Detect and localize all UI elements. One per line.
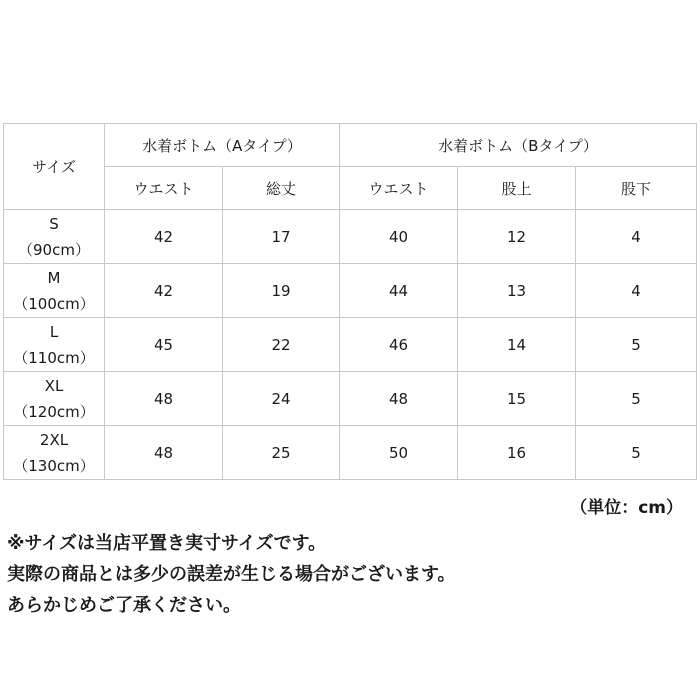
value-cell: 13 [458, 264, 576, 318]
column-header: ウエスト [105, 167, 223, 210]
note-line: 実際の商品とは多少の誤差が生じる場合がございます。 [7, 564, 456, 585]
size-cell [4, 318, 105, 372]
value-cell: 42 [105, 210, 223, 264]
size-name: M [47, 268, 61, 287]
table-row [4, 426, 697, 480]
value-cell: 4 [576, 264, 697, 318]
column-header: ウエスト [340, 167, 458, 210]
group-header-a: 水着ボトム（Aタイプ） [105, 124, 340, 167]
table-row [4, 318, 697, 372]
size-height: （90cm） [18, 240, 90, 259]
table-row [4, 264, 697, 318]
value-cell: 5 [576, 318, 697, 372]
size-name: 2XL [39, 430, 69, 449]
value-cell: 15 [458, 372, 576, 426]
value-cell: 4 [576, 210, 697, 264]
group-header-b: 水着ボトム（Bタイプ） [340, 124, 697, 167]
size-cell [4, 264, 105, 318]
size-name: S [49, 214, 59, 233]
size-height: （120cm） [13, 402, 95, 421]
size-name: XL [44, 376, 64, 395]
value-cell: 48 [340, 372, 458, 426]
table-row [4, 372, 697, 426]
value-cell: 46 [340, 318, 458, 372]
value-cell: 45 [105, 318, 223, 372]
column-header: 股上 [458, 167, 576, 210]
value-cell: 48 [105, 426, 223, 480]
unit-label: （単位：cm） [570, 498, 683, 518]
size-height: （100cm） [13, 294, 95, 313]
notes-block [7, 528, 456, 621]
value-cell: 12 [458, 210, 576, 264]
value-cell: 22 [223, 318, 340, 372]
value-cell: 5 [576, 372, 697, 426]
size-column-header: サイズ [4, 124, 105, 210]
value-cell: 42 [105, 264, 223, 318]
column-header: 股下 [576, 167, 697, 210]
value-cell: 48 [105, 372, 223, 426]
value-cell: 44 [340, 264, 458, 318]
header-row-columns [4, 167, 697, 210]
value-cell: 40 [340, 210, 458, 264]
value-cell: 5 [576, 426, 697, 480]
size-cell [4, 210, 105, 264]
note-line: ※サイズは当店平置き実寸サイズです。 [7, 533, 327, 554]
size-chart-table [3, 123, 697, 480]
value-cell: 25 [223, 426, 340, 480]
size-height: （110cm） [13, 348, 95, 367]
table-row [4, 210, 697, 264]
value-cell: 16 [458, 426, 576, 480]
value-cell: 50 [340, 426, 458, 480]
value-cell: 19 [223, 264, 340, 318]
size-height: （130cm） [13, 456, 95, 475]
value-cell: 17 [223, 210, 340, 264]
note-line: あらかじめご了承ください。 [7, 595, 241, 616]
size-name: L [49, 322, 59, 341]
value-cell: 24 [223, 372, 340, 426]
column-header: 総丈 [223, 167, 340, 210]
header-row-groups [4, 124, 697, 167]
value-cell: 14 [458, 318, 576, 372]
size-cell [4, 426, 105, 480]
size-cell [4, 372, 105, 426]
